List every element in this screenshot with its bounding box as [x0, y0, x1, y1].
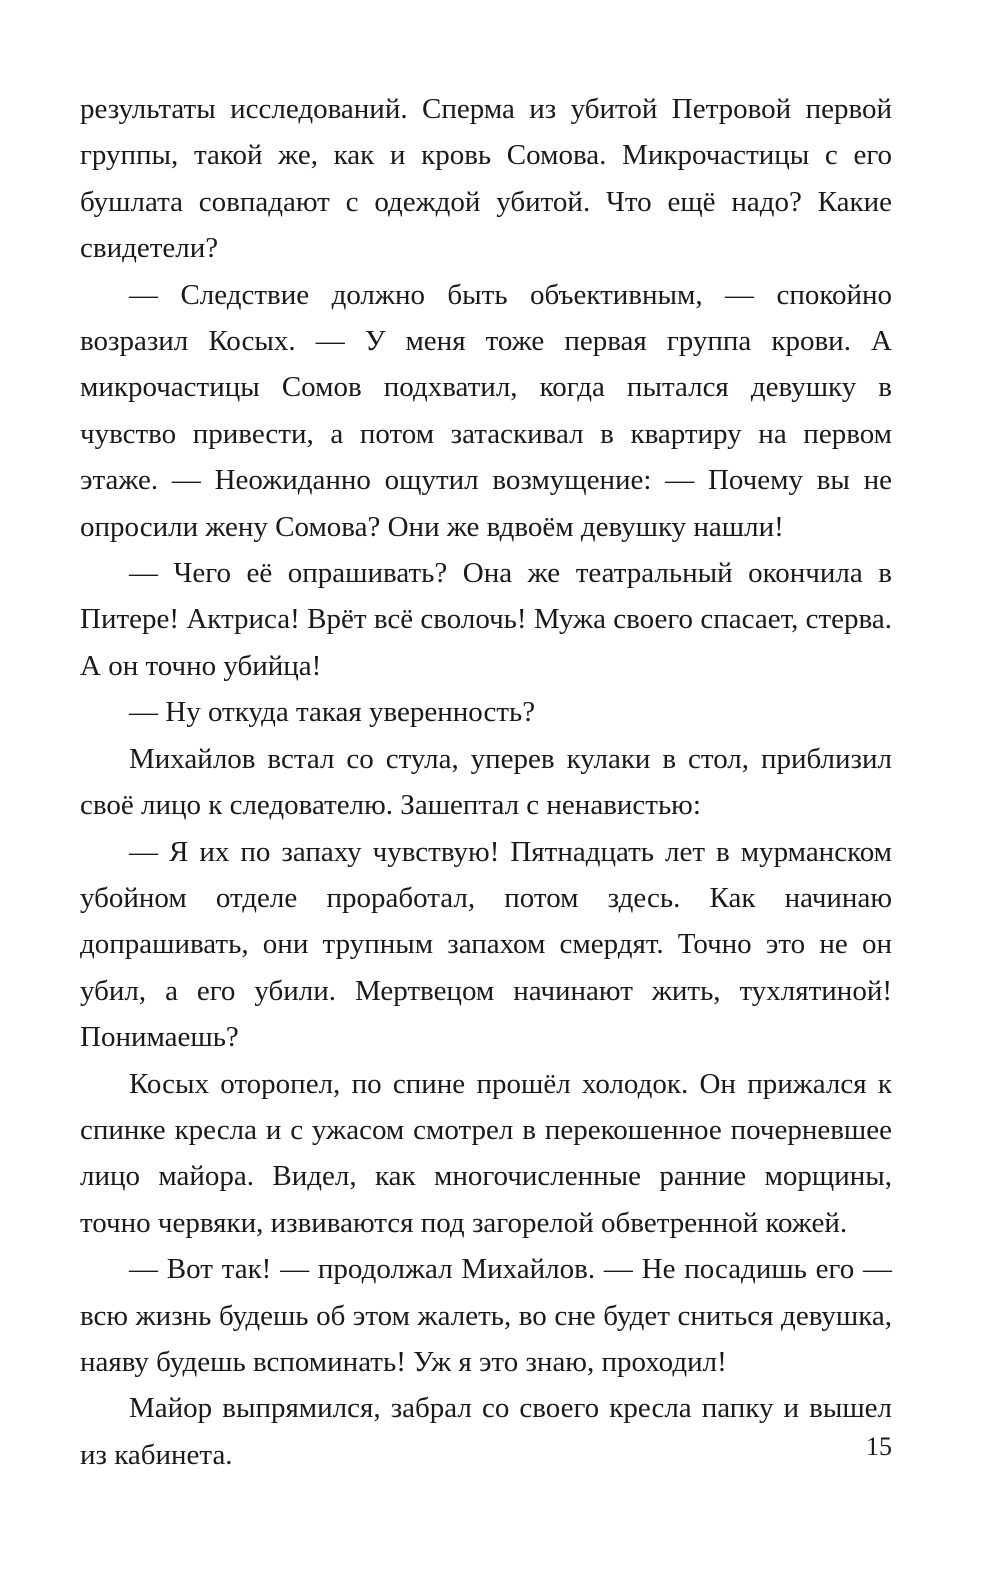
paragraph: Косых оторопел, по спине прошёл холодок. Он прижался к спинке кресла и с ужасом смотрел в перекошенное почерневшее лицо майора. Видел, как многочисленные ранние морщины, точно червяки, извиваются под загорелой обветренной кожей. [80, 1067, 892, 1239]
paragraph: Михайлов встал со стула, уперев кулаки в стол, приблизил своё лицо к следователю. Зашептал с ненавистью: [80, 742, 892, 822]
paragraph: — Вот так! — продолжал Михайлов. — Не посадишь его — всю жизнь будешь об этом жалеть, во сне будет сниться девушка, наяву будешь вспоминать! Уж я это знаю, проходил! [80, 1253, 892, 1378]
paragraph: — Чего её опрашивать? Она же театральный окончила в Питере! Актриса! Врёт всё сволочь! Мужа своего спасает, стерва. А он точно убийца! [80, 557, 892, 682]
page-number: 15 [866, 1432, 892, 1461]
body-text [80, 86, 892, 1478]
paragraph: Майор выпрямился, забрал со своего кресла папку и вышел из кабинета. [80, 1392, 892, 1471]
paragraph-continued: результаты исследований. Сперма из убитой Петровой первой группы, такой же, как и кровь Сомова. Микрочастицы с его бушлата совпадают с одеждой убитой. Что ещё надо? Какие свидетели? [80, 93, 892, 265]
paragraph: — Следствие должно быть объективным, — спокойно возразил Косых. — У меня тоже первая группа крови. А микрочастицы Сомов подхватил, когда пытался девушку в чувство привести, а потом затаскивал в квартиру на первом этаже. — Неожиданно ощутил возмущение: — Почему вы не опросили жену Сомова? Они же вдвоём девушку нашли! [80, 278, 892, 543]
paragraph: — Ну откуда такая уверенность? [129, 696, 536, 729]
paragraph: — Я их по запаху чувствую! Пятнадцать лет в мурманском убойном отделе проработал, потом здесь. Как начинаю допрашивать, они трупным запахом смердят. Точно это не он убил, а его убили. Мертвецом начинают жить, тухлятиной! Понимаешь? [80, 835, 892, 1054]
